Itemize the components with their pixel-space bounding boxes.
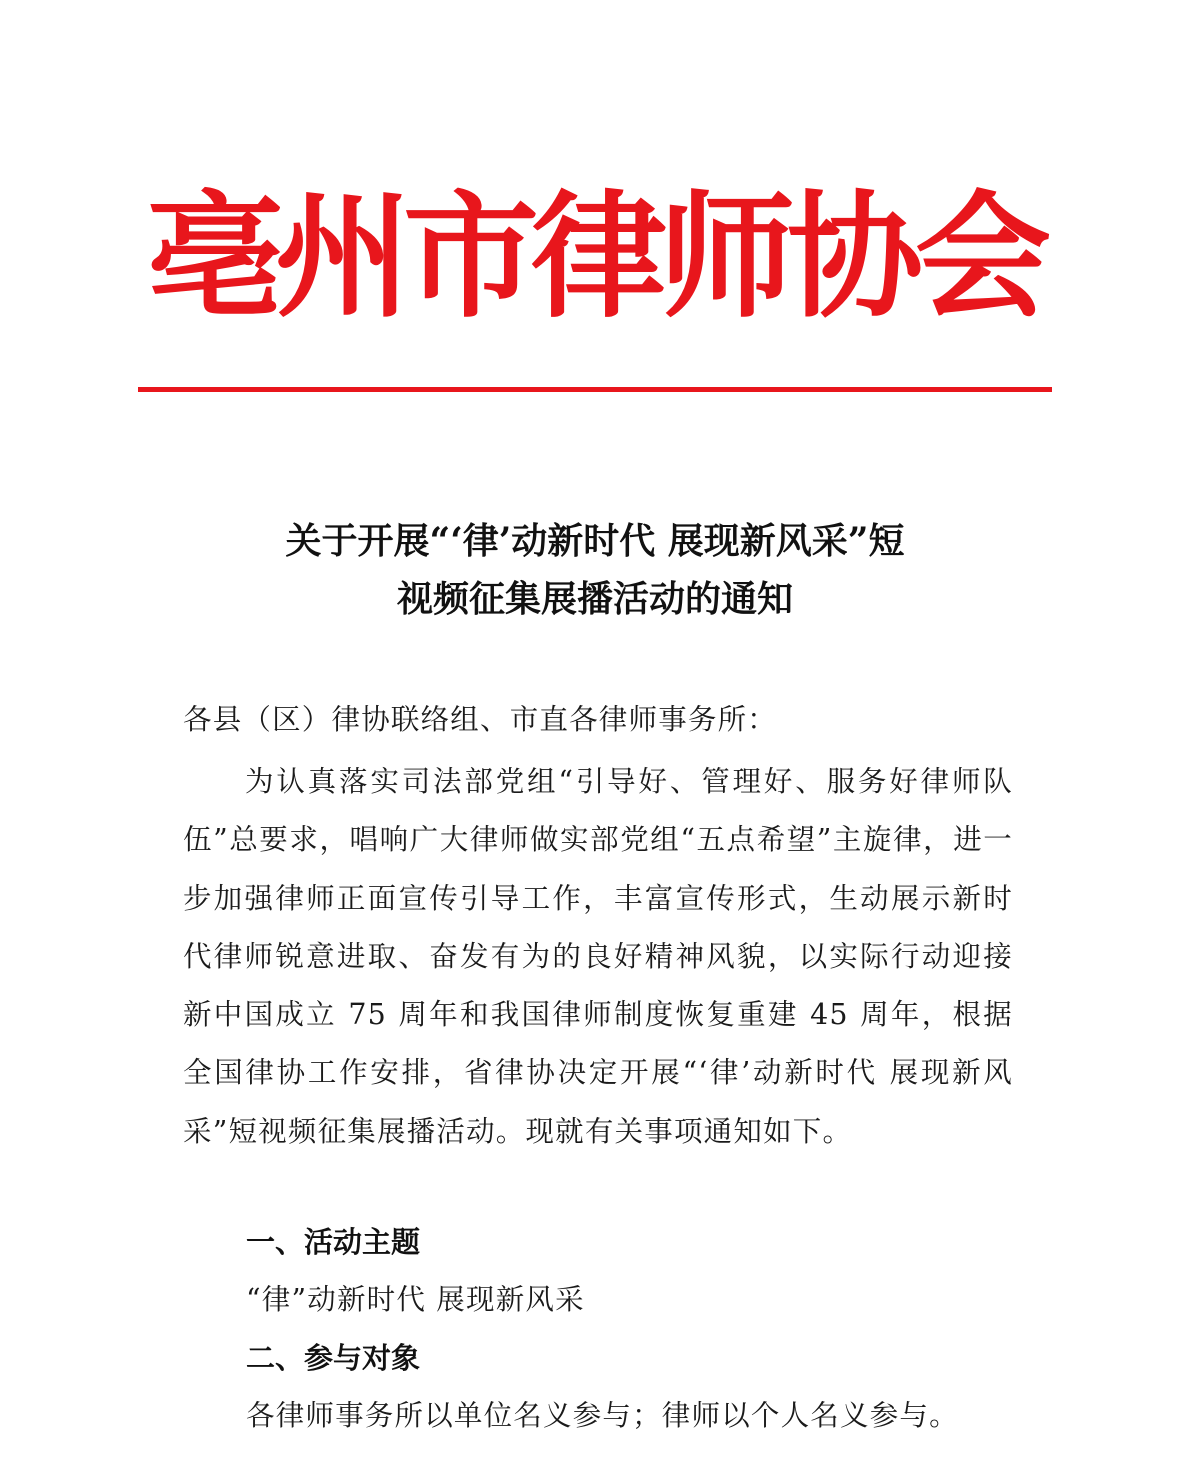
intro-paragraph: 为认真落实司法部党组“引导好、管理好、服务好律师队伍”总要求，唱响广大律师做实部党组“五点希望”主旋律，进一步加强律师正面宣传引导工作，丰富宣传形式，生动展示新时代律师锐意进取、奋发有为的良好精神风貌，以实际行动迎接新中国成立 75 周年和我国律师制度恢复重建 45 周年，根据全国律协工作安排，省律协决定开展“‘律’动新时代 展现新风采”短视频征集展播活动。现就有关事项通知如下。 — [183, 765, 1013, 1148]
section-heading-theme: 一、活动主题 — [246, 1225, 421, 1259]
organization-masthead: 亳州市律师协会 — [147, 179, 1043, 337]
section-body-theme: “律”动新时代 展现新风采 — [246, 1283, 585, 1316]
title-line-2: 视频征集展播活动的通知 — [396, 578, 793, 620]
red-divider-rule — [138, 387, 1052, 392]
salutation: 各县（区）律协联络组、市直各律师事务所： — [183, 703, 778, 736]
title-line-1: 关于开展“‘律’动新时代 展现新风采”短 — [285, 520, 905, 562]
section-body-participants: 各律师事务所以单位名义参与；律师以个人名义参与。 — [246, 1399, 959, 1432]
section-heading-participants: 二、参与对象 — [246, 1341, 421, 1375]
document-title — [150, 512, 1040, 628]
